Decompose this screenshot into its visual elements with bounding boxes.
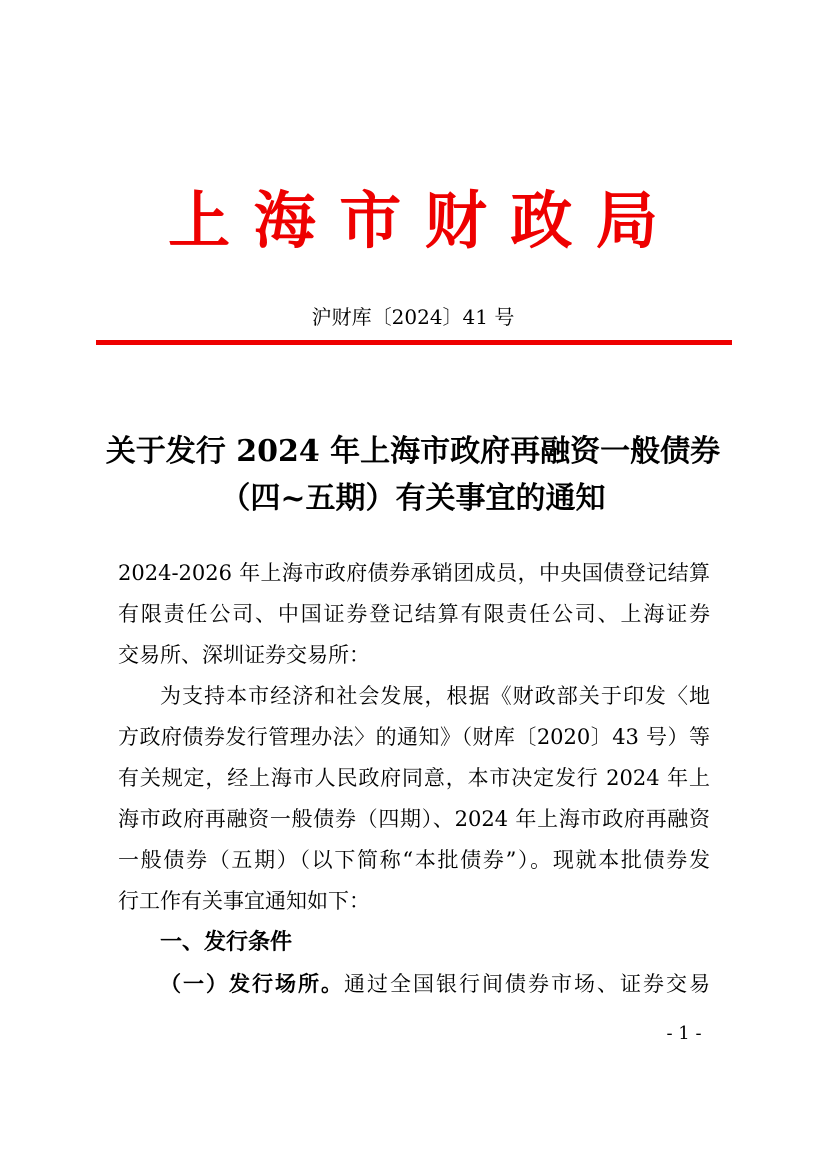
body-line: 有关规定，经上海市人民政府同意，本市决定发行 2024 年上: [118, 766, 710, 790]
document-title: [58, 428, 768, 522]
body-line: 为支持本市经济和社会发展，根据《财政部关于印发〈地: [160, 684, 710, 708]
section-heading: 一、发行条件: [160, 930, 293, 955]
subsection-label: （一）发行场所。: [160, 971, 344, 996]
document-number: 沪财库〔2024〕41 号: [311, 305, 515, 329]
document-title-line2: （四~五期）有关事宜的通知: [220, 481, 606, 516]
agency-name-heading: 上海市财政局: [168, 184, 682, 257]
body-line: 方政府债券发行管理办法〉的通知》（财库〔2020〕43 号）等: [118, 725, 710, 749]
document-title-line1: 关于发行 2024 年上海市政府再融资一般债券: [105, 434, 721, 469]
document-body: [118, 553, 710, 1004]
body-line: 交易所、深圳证券交易所：: [118, 643, 370, 667]
red-divider-rule: [96, 340, 732, 345]
subsection-line: [118, 963, 710, 1004]
body-line: 海市政府再融资一般债券（四期）、2024 年上海市政府再融资: [118, 807, 710, 831]
body-line: 行工作有关事宜通知如下：: [118, 889, 370, 913]
body-line: 2024-2026 年上海市政府债券承销团成员，中央国债登记结算: [118, 561, 710, 585]
body-line: 有限责任公司、中国证券登记结算有限责任公司、上海证券: [118, 602, 710, 626]
body-line: 一般债券（五期）（以下简称“本批债券”）。现就本批债券发: [118, 848, 710, 872]
subsection-text: 通过全国银行间债券市场、证券交易: [344, 972, 710, 996]
page-number: - 1 -: [666, 1023, 702, 1044]
